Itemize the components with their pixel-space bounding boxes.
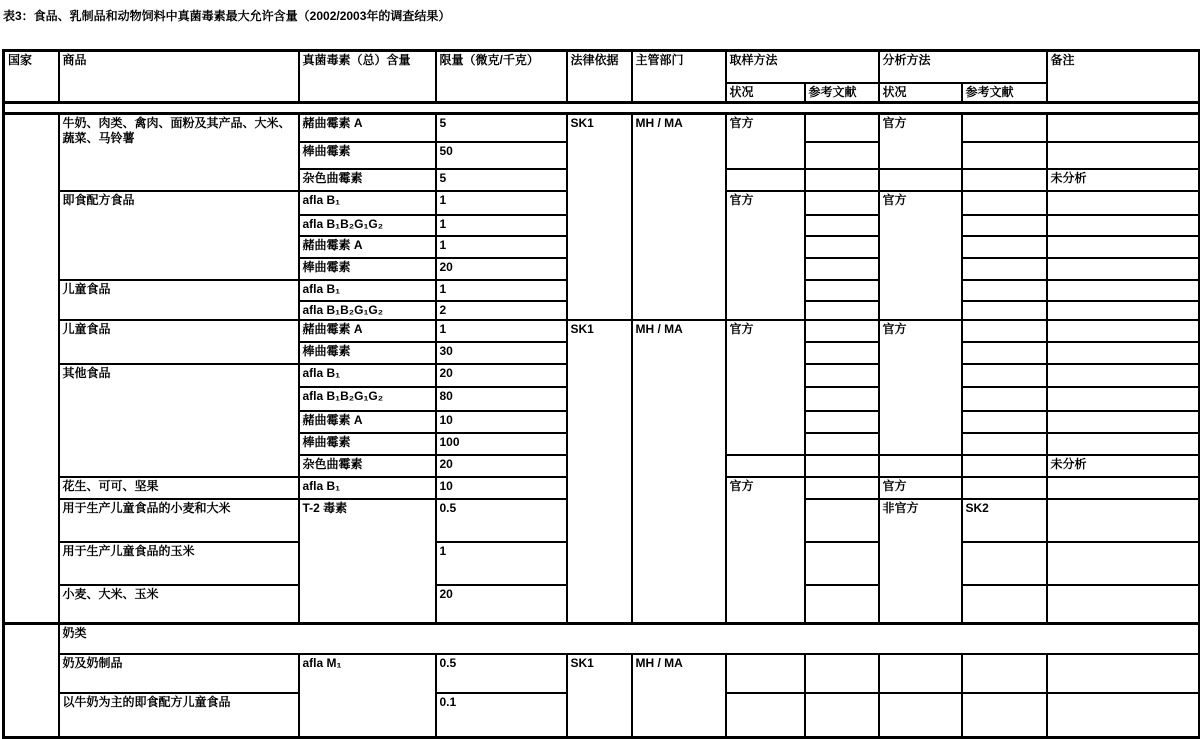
table-row [4, 113, 1200, 142]
cell-limit-value: 5 [436, 169, 567, 191]
cell-commodity: 花生、可可、坚果 [59, 477, 299, 499]
cell-toxin-name: 棒曲霉素 [299, 258, 436, 280]
cell-analysis-ref [962, 258, 1047, 280]
col-header-dept: 主管部门 [632, 51, 726, 103]
cell-analysis-status: 官方 [879, 113, 962, 169]
cell-limit-value: 20 [436, 455, 567, 477]
cell-limit-value: 0.1 [436, 693, 567, 738]
cell-toxin-name: 棒曲霉素 [299, 433, 436, 455]
cell-analysis-ref [962, 477, 1047, 499]
cell-remark [1047, 301, 1200, 320]
cell-remark [1047, 477, 1200, 499]
cell-sampling-ref [805, 113, 879, 142]
cell-analysis-ref [962, 654, 1047, 693]
cell-sampling-status: 官方 [726, 191, 805, 320]
cell-limit-value: 10 [436, 477, 567, 499]
cell-analysis-status [879, 455, 962, 477]
col-header-limit: 限量（微克/千克） [436, 51, 567, 103]
cell-analysis-ref [962, 364, 1047, 387]
cell-remark [1047, 320, 1200, 342]
cell-analysis-status: 非官方 [879, 499, 962, 624]
cell-analysis-ref [962, 191, 1047, 215]
cell-remark [1047, 342, 1200, 364]
col-header-commodity: 商品 [59, 51, 299, 103]
cell-toxin-name: afla B₁ [299, 364, 436, 387]
cell-commodity: 即食配方食品 [59, 191, 299, 280]
cell-remark [1047, 411, 1200, 433]
cell-analysis-ref [962, 455, 1047, 477]
cell-limit-value: 20 [436, 258, 567, 280]
cell-limit-value: 1 [436, 280, 567, 301]
cell-limit-value: 30 [436, 342, 567, 364]
cell-commodity: 以牛奶为主的即食配方儿童食品 [59, 693, 299, 738]
cell-dept: MH / MA [632, 654, 726, 738]
cell-sampling-ref [805, 169, 879, 191]
cell-remark [1047, 142, 1200, 169]
cell-toxin-name: afla B₁ [299, 280, 436, 301]
cell-remark [1047, 113, 1200, 142]
cell-analysis-status [879, 169, 962, 191]
cell-sampling-ref [805, 542, 879, 585]
cell-sampling-ref [805, 499, 879, 542]
cell-remark: 未分析 [1047, 455, 1200, 477]
cell-analysis-ref [962, 142, 1047, 169]
cell-dept: MH / MA [632, 113, 726, 320]
cell-sampling-ref [805, 654, 879, 693]
cell-remark [1047, 542, 1200, 585]
cell-analysis-status: 官方 [879, 477, 962, 499]
cell-remark [1047, 387, 1200, 411]
cell-toxin-name: 赭曲霉素 A [299, 113, 436, 142]
cell-toxin-name: 棒曲霉素 [299, 342, 436, 364]
cell-commodity: 儿童食品 [59, 320, 299, 364]
cell-remark [1047, 191, 1200, 215]
cell-toxin-name: afla B₁ [299, 477, 436, 499]
col-header-sampling-method: 取样方法 [726, 51, 879, 84]
cell-toxin-name: afla B₁B₂G₁G₂ [299, 301, 436, 320]
cell-country [4, 624, 59, 738]
cell-sampling-ref [805, 236, 879, 258]
cell-analysis-ref [962, 542, 1047, 585]
cell-sampling-ref [805, 258, 879, 280]
cell-sampling-ref [805, 364, 879, 387]
col-header-country: 国家 [4, 51, 59, 103]
col-header-remarks: 备注 [1047, 51, 1200, 103]
cell-limit-value: 50 [436, 142, 567, 169]
table-title: 表3：食品、乳制品和动物饲料中真菌毒素最大允许含量（2002/2003年的调查结果） [3, 9, 451, 23]
cell-limit-value: 1 [436, 191, 567, 215]
cell-commodity: 其他食品 [59, 364, 299, 477]
cell-commodity: 用于生产儿童食品的玉米 [59, 542, 299, 585]
cell-sampling-status: 官方 [726, 477, 805, 624]
cell-commodity: 儿童食品 [59, 280, 299, 320]
cell-remark [1047, 364, 1200, 387]
cell-analysis-ref [962, 169, 1047, 191]
cell-remark [1047, 258, 1200, 280]
cell-analysis-ref [962, 215, 1047, 236]
col-header-sampling-reference: 参考文献 [805, 83, 879, 102]
cell-remark [1047, 693, 1200, 738]
cell-analysis-status: 官方 [879, 191, 962, 320]
cell-analysis-status [879, 654, 962, 693]
col-header-analysis-reference: 参考文献 [962, 83, 1047, 102]
spacer-cell [4, 102, 1200, 113]
cell-toxin-name: T-2 毒素 [299, 499, 436, 624]
cell-remark: 未分析 [1047, 169, 1200, 191]
cell-sampling-status [726, 693, 805, 738]
header-body-spacer-row [4, 102, 1200, 113]
cell-toxin-name: 杂色曲霉素 [299, 169, 436, 191]
cell-remark [1047, 585, 1200, 624]
cell-remark [1047, 215, 1200, 236]
cell-remark [1047, 654, 1200, 693]
cell-analysis-ref [962, 342, 1047, 364]
cell-sampling-ref [805, 585, 879, 624]
table-row [4, 320, 1200, 342]
table-row [4, 624, 1200, 654]
cell-limit-value: 80 [436, 387, 567, 411]
cell-commodity: 牛奶、肉类、禽肉、面粉及其产品、大米、蔬菜、马铃薯 [59, 113, 299, 191]
cell-toxin-name: 赭曲霉素 A [299, 236, 436, 258]
cell-sampling-ref [805, 455, 879, 477]
cell-toxin-name: afla B₁B₂G₁G₂ [299, 387, 436, 411]
col-header-analysis-status: 状况 [879, 83, 962, 102]
cell-dept: MH / MA [632, 320, 726, 624]
cell-toxin-name: 赭曲霉素 A [299, 320, 436, 342]
cell-sampling-status: 官方 [726, 320, 805, 455]
cell-sampling-ref [805, 477, 879, 499]
cell-toxin-name: 棒曲霉素 [299, 142, 436, 169]
cell-limit-value: 1 [436, 215, 567, 236]
cell-sampling-ref [805, 142, 879, 169]
cell-sampling-ref [805, 342, 879, 364]
cell-sampling-ref [805, 320, 879, 342]
cell-analysis-ref [962, 236, 1047, 258]
cell-legal-basis: SK1 [567, 654, 632, 738]
cell-limit-value: 20 [436, 585, 567, 624]
cell-limit-value: 5 [436, 113, 567, 142]
cell-toxin-name: 杂色曲霉素 [299, 455, 436, 477]
cell-sampling-ref [805, 215, 879, 236]
col-header-sampling-status: 状况 [726, 83, 805, 102]
cell-legal-basis: SK1 [567, 320, 632, 624]
cell-remark [1047, 499, 1200, 542]
cell-toxin-name: afla M₁ [299, 654, 436, 738]
cell-sampling-status: 官方 [726, 113, 805, 169]
cell-analysis-ref [962, 585, 1047, 624]
cell-commodity: 用于生产儿童食品的小麦和大米 [59, 499, 299, 542]
cell-analysis-ref [962, 433, 1047, 455]
cell-sampling-status [726, 455, 805, 477]
cell-analysis-ref [962, 320, 1047, 342]
cell-remark [1047, 280, 1200, 301]
cell-analysis-ref: SK2 [962, 499, 1047, 542]
cell-sampling-status [726, 654, 805, 693]
cell-sampling-ref [805, 387, 879, 411]
cell-limit-value: 100 [436, 433, 567, 455]
cell-analysis-ref [962, 301, 1047, 320]
cell-remark [1047, 433, 1200, 455]
cell-sampling-ref [805, 693, 879, 738]
col-header-analysis-method: 分析方法 [879, 51, 1047, 84]
col-header-toxin: 真菌毒素（总）含量 [299, 51, 436, 103]
cell-section-dairy: 奶类 [59, 624, 1200, 654]
cell-analysis-status [879, 693, 962, 738]
cell-sampling-ref [805, 191, 879, 215]
cell-analysis-ref [962, 693, 1047, 738]
mycotoxin-limits-table [2, 49, 1200, 739]
table-row [4, 654, 1200, 693]
cell-country [4, 113, 59, 624]
cell-commodity: 小麦、大米、玉米 [59, 585, 299, 624]
cell-limit-value: 2 [436, 301, 567, 320]
cell-analysis-ref [962, 387, 1047, 411]
cell-toxin-name: 赭曲霉素 A [299, 411, 436, 433]
cell-limit-value: 1 [436, 542, 567, 585]
cell-sampling-ref [805, 411, 879, 433]
cell-limit-value: 10 [436, 411, 567, 433]
cell-sampling-status [726, 169, 805, 191]
cell-analysis-ref [962, 113, 1047, 142]
cell-limit-value: 0.5 [436, 499, 567, 542]
cell-limit-value: 20 [436, 364, 567, 387]
col-header-legal-basis: 法律依据 [567, 51, 632, 103]
cell-sampling-ref [805, 280, 879, 301]
cell-remark [1047, 236, 1200, 258]
cell-toxin-name: afla B₁ [299, 191, 436, 215]
cell-analysis-ref [962, 280, 1047, 301]
cell-toxin-name: afla B₁B₂G₁G₂ [299, 215, 436, 236]
cell-limit-value: 1 [436, 320, 567, 342]
cell-sampling-ref [805, 433, 879, 455]
cell-limit-value: 1 [436, 236, 567, 258]
cell-sampling-ref [805, 301, 879, 320]
cell-analysis-status: 官方 [879, 320, 962, 455]
cell-legal-basis: SK1 [567, 113, 632, 320]
cell-limit-value: 0.5 [436, 654, 567, 693]
cell-commodity: 奶及奶制品 [59, 654, 299, 693]
cell-analysis-ref [962, 411, 1047, 433]
